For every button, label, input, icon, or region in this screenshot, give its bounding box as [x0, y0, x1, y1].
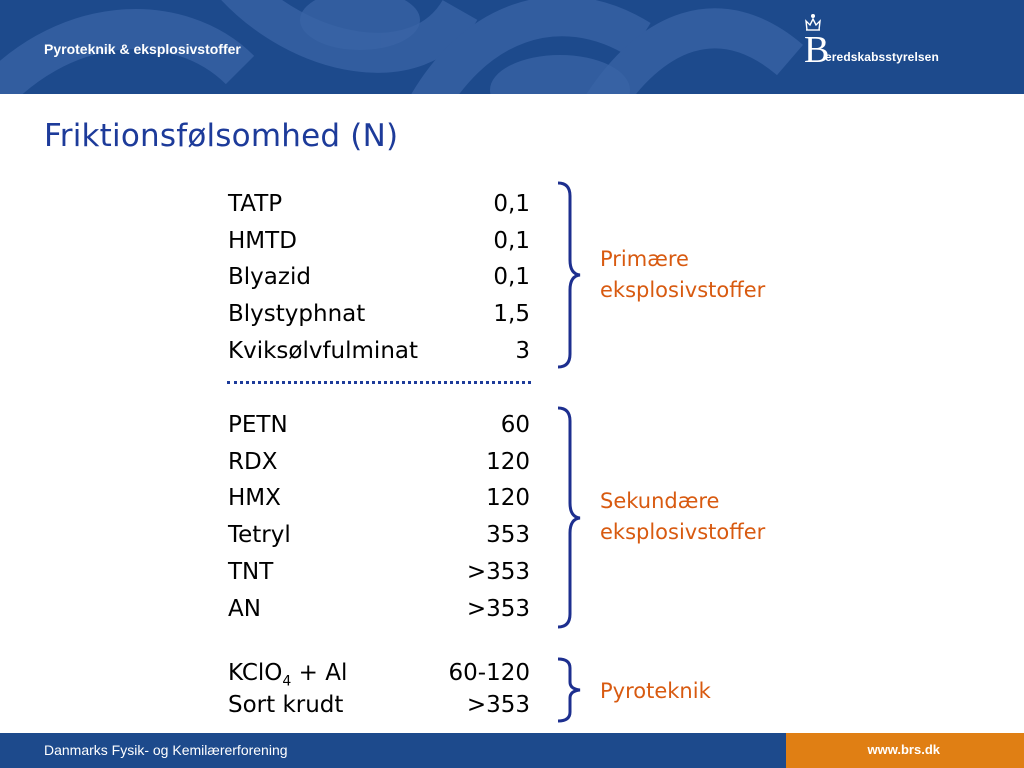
table-row — [228, 297, 530, 331]
friction-value: >353 — [466, 692, 530, 718]
table-row — [228, 592, 530, 626]
table-row — [228, 656, 530, 690]
table-row — [228, 334, 530, 368]
header-title: Pyroteknik & eksplosivstoffer — [44, 41, 241, 57]
substance-name-subscript: 4 — [282, 673, 292, 690]
substance-name: Tetryl — [228, 522, 291, 548]
friction-value: 120 — [486, 449, 530, 475]
substance-name: AN — [228, 596, 261, 622]
table-row — [228, 518, 530, 552]
substance-name: TATP — [228, 191, 283, 217]
group-label-line: Sekundære — [600, 489, 720, 513]
substance-name: RDX — [228, 449, 278, 475]
table-row — [228, 688, 530, 722]
substance-name: PETN — [228, 412, 288, 438]
friction-value: 1,5 — [493, 301, 530, 327]
substance-name: Blyazid — [228, 264, 311, 290]
group-label-line: eksplosivstoffer — [600, 278, 766, 302]
friction-value: 60 — [500, 412, 530, 438]
table-row — [228, 260, 530, 294]
group-label-secondary — [600, 486, 765, 548]
friction-value: 0,1 — [493, 264, 530, 290]
brace-primary — [552, 180, 588, 370]
substance-name-main: KClO — [228, 660, 283, 686]
table-row — [228, 445, 530, 479]
friction-value: >353 — [466, 596, 530, 622]
group-label-primary — [600, 244, 765, 306]
table-row — [228, 481, 530, 515]
footer-url-link[interactable]: www.brs.dk — [867, 742, 940, 757]
dotted-divider — [227, 381, 531, 384]
brs-logo — [796, 12, 996, 72]
table-row — [228, 408, 530, 442]
substance-name: HMX — [228, 485, 281, 511]
friction-value: >353 — [466, 559, 530, 585]
footer-organization: Danmarks Fysik- og Kemilærerforening — [44, 742, 288, 758]
friction-value: 0,1 — [493, 228, 530, 254]
logo-initial: B — [804, 29, 830, 71]
group-label-line: Primære — [600, 247, 689, 271]
friction-value: 60-120 — [448, 660, 530, 686]
group-label-pyro: Pyroteknik — [600, 679, 711, 703]
substance-name: Blystyphnat — [228, 301, 366, 327]
table-row — [228, 555, 530, 589]
footer-right — [786, 733, 1024, 768]
substance-name: Kviksølvfulminat — [228, 338, 419, 364]
footer-left — [0, 733, 786, 768]
friction-value: 3 — [515, 338, 530, 364]
group-label-line: eksplosivstoffer — [600, 520, 766, 544]
substance-name-rest: + Al — [291, 660, 348, 686]
logo-text: eredskabsstyrelsen — [825, 50, 939, 64]
slide-title: Friktionsfølsomhed (N) — [44, 118, 399, 154]
header-bar — [0, 0, 1024, 94]
brace-secondary — [552, 405, 588, 630]
table-row — [228, 224, 530, 258]
footer-bar — [0, 733, 1024, 768]
table-row — [228, 187, 530, 221]
substance-name: TNT — [228, 559, 274, 585]
brace-pyro — [552, 656, 588, 724]
friction-value: 120 — [486, 485, 530, 511]
substance-name: HMTD — [228, 228, 297, 254]
friction-value: 0,1 — [493, 191, 530, 217]
friction-value: 353 — [486, 522, 530, 548]
substance-name: Sort krudt — [228, 692, 344, 718]
